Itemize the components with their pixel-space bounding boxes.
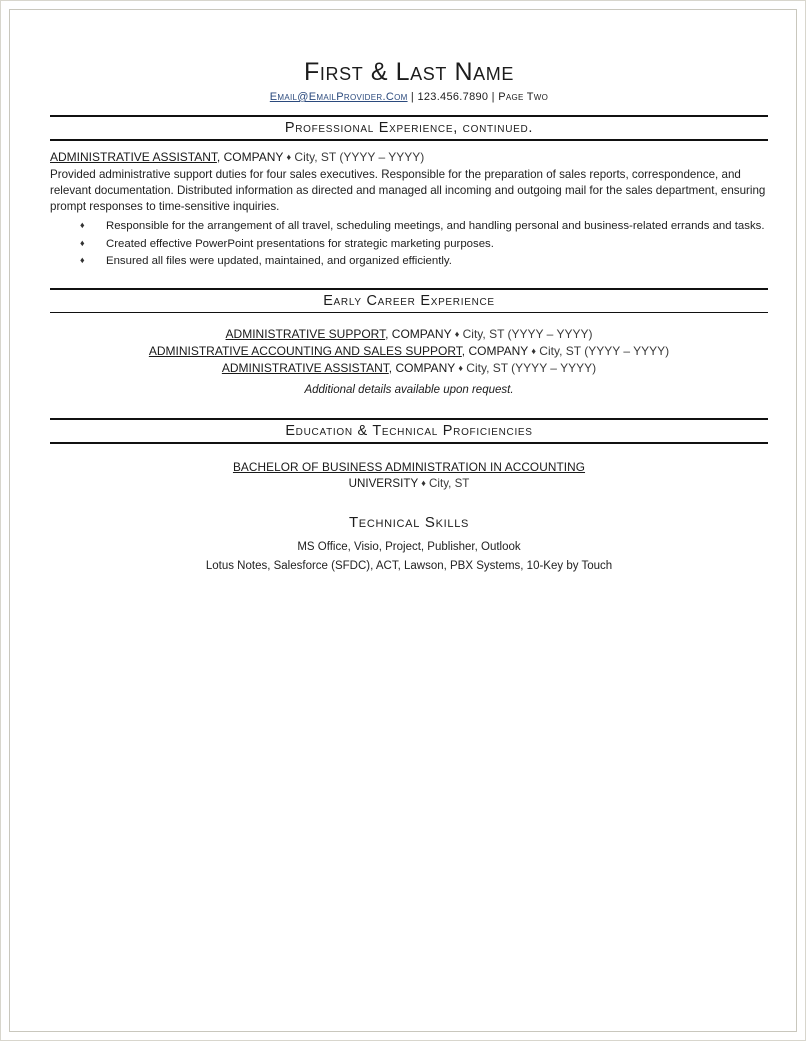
bullet-diamond-icon: ♦ [80,219,85,230]
technical-skills-heading: Technical Skills [348,514,470,532]
school-line [50,477,768,490]
early-career-list [50,327,768,396]
early-job-title: ADMINISTRATIVE ASSISTANT [221,361,389,376]
section-title-education: Education & Technical Proficiencies [285,423,533,440]
document-body [50,40,768,575]
section-rule-bottom [50,312,768,313]
section-rule-bottom [50,442,768,444]
section-header-education [50,418,768,444]
technical-skills-line: MS Office, Visio, Project, Publisher, Outlook [297,541,521,554]
early-job-location-dates: City, ST (YYYY – YYYY) [535,344,670,359]
bullet-text: Created effective PowerPoint presentations for strategic marketing purposes. [106,237,494,250]
section-header-professional-experience [50,115,768,141]
list-item [50,237,768,253]
section-title-early-career: Early Career Experience [323,293,495,310]
education-entry [50,460,768,490]
early-job-title: ADMINISTRATIVE SUPPORT [225,327,386,342]
diamond-icon: ♦ [458,363,463,374]
contact-line [50,91,768,103]
page-sheet [9,9,797,1032]
bullet-diamond-icon: ♦ [80,237,85,248]
section-header-early-career [50,288,768,313]
additional-details-note: Additional details available upon request. [304,384,514,397]
list-item [50,327,768,341]
early-job-location-dates: City, ST (YYYY – YYYY) [462,361,597,376]
early-job-company: , COMPANY [385,327,455,342]
list-item [50,361,768,375]
technical-skills-line: Lotus Notes, Salesforce (SFDC), ACT, Lawson, PBX Systems, 10-Key by Touch [205,559,613,572]
early-job-company: , COMPANY [388,361,459,376]
early-job-company: , COMPANY [461,344,532,359]
job-description: Provided administrative support duties for four sales executives. Responsible for the preparation of sales reports, correspondence, and relevant documentation. Distributed information as directed and managed all incoming and outgoing mail for the sales department, ensuring prompt responses to time-sensitive inquiries. [50,168,766,213]
school-name: UNIVERSITY [348,477,422,491]
diamond-icon: ♦ [531,346,536,357]
job-company: , COMPANY [216,150,287,164]
early-job-location-dates: City, ST (YYYY – YYYY) [459,327,593,342]
diamond-icon: ♦ [454,329,460,340]
diamond-icon: ♦ [421,478,426,489]
job-title: ADMINISTRATIVE ASSISTANT [50,150,217,164]
diamond-icon: ♦ [286,152,292,162]
bullet-text: Responsible for the arrangement of all travel, scheduling meetings, and handling personal and business-related errands and tasks. [106,219,765,232]
phone-number: 123.456.7890 [417,91,489,103]
degree-name: BACHELOR OF BUSINESS ADMINISTRATION IN ACCOUNTING [232,460,586,475]
list-item [50,254,768,270]
job-heading-line [50,151,768,163]
contact-separator-1: | [407,91,418,103]
bullet-text: Ensured all files were updated, maintained, and organized efficiently. [106,255,452,268]
job-location-dates: City, ST (YYYY – YYYY) [291,150,425,164]
section-rule-bottom [50,139,768,141]
early-job-title: ADMINISTRATIVE ACCOUNTING AND SALES SUPPORT [148,344,462,359]
page-number-label: Page Two [498,91,549,103]
email-link[interactable]: Email@EmailProvider.Com [269,91,408,103]
job-bullet-list [50,219,768,270]
list-item [50,219,768,235]
bullet-diamond-icon: ♦ [80,255,85,266]
section-title-professional-experience: Professional Experience, continued. [284,120,534,136]
list-item [50,344,768,358]
page-title: First & Last Name [304,58,514,86]
contact-separator-2: | [488,91,499,103]
job-entry [50,151,768,270]
school-location: City, ST [425,477,470,491]
